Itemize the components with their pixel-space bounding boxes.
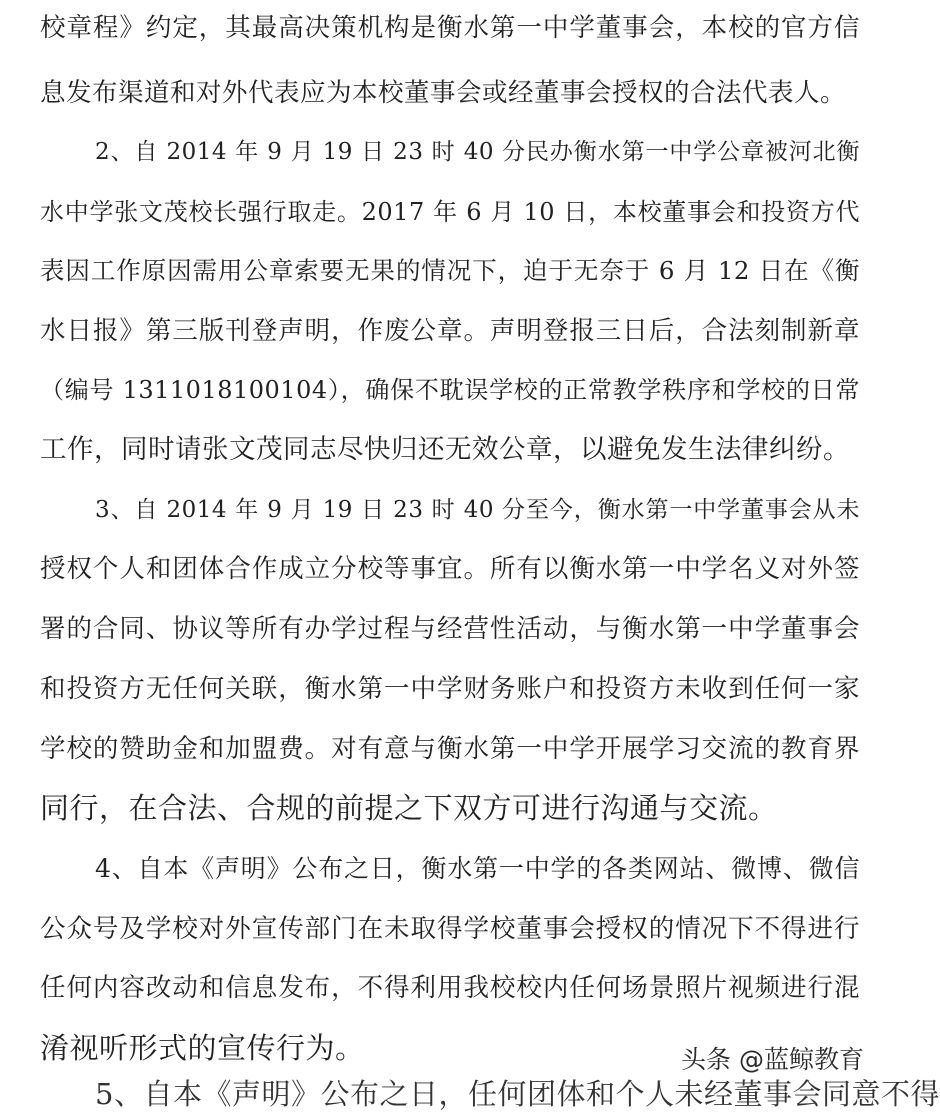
text-line: 水中学张文茂校长强行取走。2017 年 6 月 10 日，本校董事会和投资方代 [40, 198, 860, 226]
truncated-line [40, 1074, 940, 1111]
watermark: 头条 @蓝鲸教育 [677, 1040, 868, 1076]
text-line: 公众号及学校对外宣传部门在未取得学校董事会授权的情况下不得进行 [40, 914, 860, 944]
text-line: 任何内容改动和信息发布，不得利用我校校内任何场景照片视频进行混 [40, 973, 860, 1003]
paragraph-start-line: 3、自 2014 年 9 月 19 日 23 时 40 分至今，衡水第一中学董事会从未 [95, 497, 860, 523]
text-line: 署的合同、协议等所有办学过程与经营性活动，与衡水第一中学董事会 [40, 614, 860, 644]
text-line: 学校的赞助金和加盟费。对有意与衡水第一中学开展学习交流的教育界 [40, 734, 860, 764]
text-line: 同行，在合法、合规的前提之下双方可进行沟通与交流。 [40, 791, 778, 825]
text-line: 表因工作原因需用公章索要无果的情况下，迫于无奈于 6 月 12 日在《衡 [40, 256, 860, 285]
text-line: 水日报》第三版刊登声明，作废公章。声明登报三日后，合法刻制新章 [40, 316, 860, 346]
text-line: （编号 1311018100104），确保不耽误学校的正常教学秩序和学校的日常 [40, 376, 860, 404]
truncated-line-text: 5、自本《声明》公布之日，任何团体和个人未经董事会同意不得 [95, 1077, 940, 1111]
text-line: 息发布渠道和对外代表应为本校董事会或经董事会授权的合法代表人。 [40, 78, 847, 108]
text-line: 授权个人和团体合作成立分校等事宜。所有以衡水第一中学名义对外签 [40, 554, 860, 584]
text-line: 淆视听形式的宣传行为。 [40, 1031, 365, 1065]
text-line: 校章程》约定，其最高决策机构是衡水第一中学董事会，本校的官方信 [40, 13, 860, 43]
text-line: 工作，同时请张文茂同志尽快归还无效公章，以避免发生法律纠纷。 [40, 434, 850, 465]
paragraph-start-line: 2、自 2014 年 9 月 19 日 23 时 40 分民办衡水第一中学公章被河北衡 [95, 139, 860, 165]
text-line: 和投资方无任何关联，衡水第一中学财务账户和投资方未收到任何一家 [40, 674, 860, 704]
paragraph-start-line: 4、自本《声明》公布之日，衡水第一中学的各类网站、微博、微信 [95, 854, 860, 883]
